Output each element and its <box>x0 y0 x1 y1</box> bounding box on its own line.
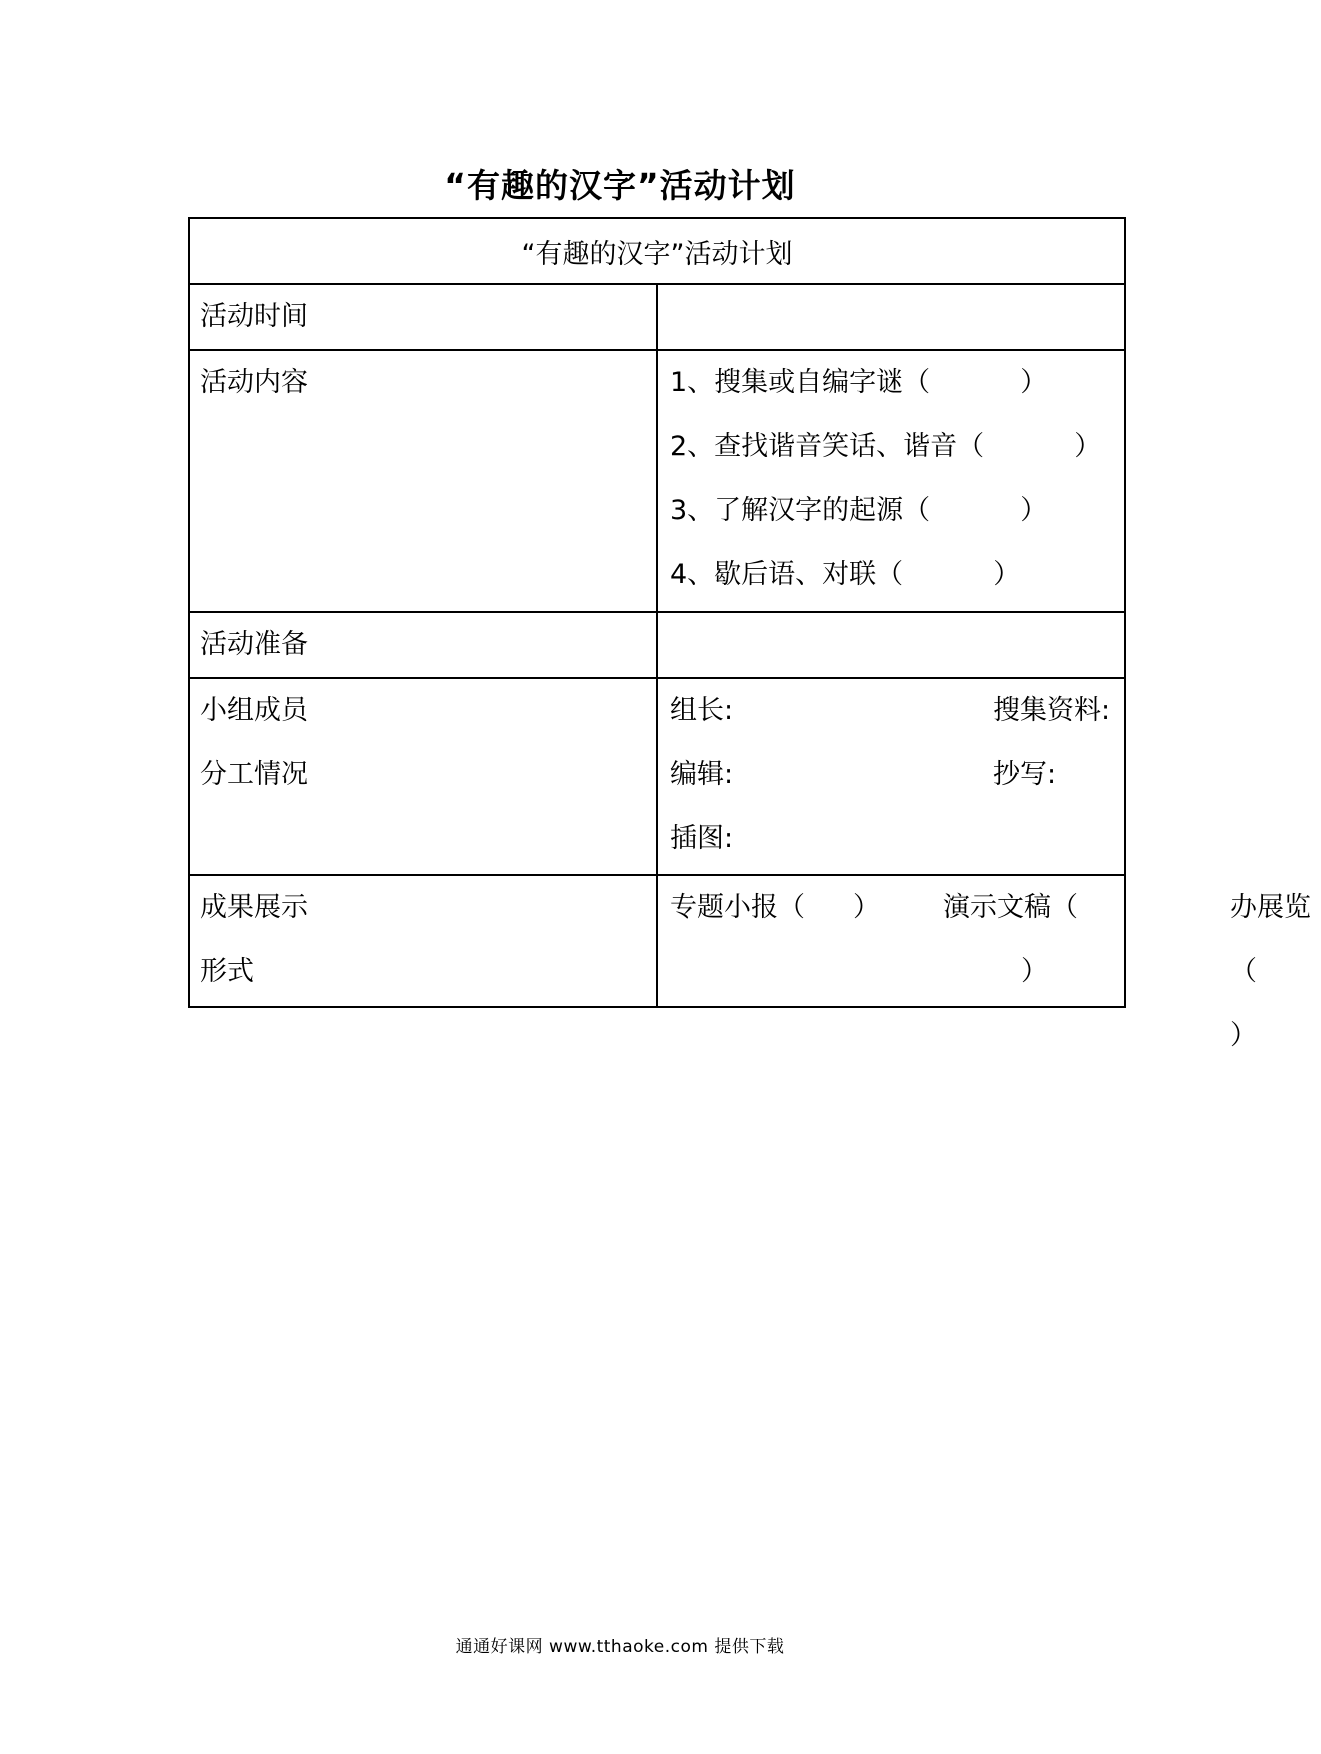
page-title: “有趣的汉字”活动计划 <box>444 166 796 205</box>
members-label-cell <box>189 678 657 875</box>
editor-label: 编辑: <box>670 759 734 790</box>
result-option-exhibition: 办展览（） <box>1230 892 1311 1051</box>
prep-value-cell <box>657 612 1125 678</box>
results-label-line-2: 形式 <box>200 956 254 987</box>
members-label-line-2: 分工情况 <box>200 759 308 790</box>
table-row-content <box>189 350 1125 612</box>
activity-plan-table <box>188 217 1311 1051</box>
content-label: 活动内容 <box>200 367 308 398</box>
prep-label-cell <box>189 612 657 678</box>
members-cell <box>657 678 1125 875</box>
time-value-cell <box>657 284 1125 350</box>
members-line-1 <box>658 679 1124 743</box>
content-item: 4、歇后语、对联（ ） <box>670 559 1021 590</box>
members-line-3 <box>658 807 1124 871</box>
table-row-results <box>189 875 1125 1007</box>
results-cell <box>657 875 1311 1051</box>
footer-source: 通通好课网 www.tthaoke.com 提供下载 <box>455 1637 785 1657</box>
members-label-line-1: 小组成员 <box>200 695 308 726</box>
leader-label: 组长: <box>670 695 734 726</box>
content-item: 1、搜集或自编字谜（ ） <box>670 367 1048 398</box>
collect-label: 搜集资料: <box>993 695 1111 726</box>
table-header: “有趣的汉字”活动计划 <box>189 218 1125 284</box>
table-row-prep <box>189 612 1125 678</box>
result-option-presentation: 演示文稿（） <box>943 892 1078 987</box>
content-item: 2、查找谐音笑话、谐音（ ） <box>670 431 1102 462</box>
time-label: 活动时间 <box>200 301 308 332</box>
table-row-time <box>189 284 1125 350</box>
illustration-label: 插图: <box>670 823 734 854</box>
results-label-cell <box>189 875 657 1007</box>
content-items-cell <box>657 350 1125 612</box>
time-label-cell <box>189 284 657 350</box>
table-header-row <box>189 218 1125 284</box>
content-item: 3、了解汉字的起源（ ） <box>670 495 1048 526</box>
copy-label: 抄写: <box>993 759 1057 790</box>
result-option-newsletter: 专题小报（ ） <box>670 892 880 923</box>
results-label-line-1: 成果展示 <box>200 892 308 923</box>
results-options <box>658 876 1311 1051</box>
content-label-cell <box>189 350 657 612</box>
prep-label: 活动准备 <box>200 629 308 660</box>
table-row-members <box>189 678 1125 875</box>
members-line-2 <box>658 743 1124 807</box>
